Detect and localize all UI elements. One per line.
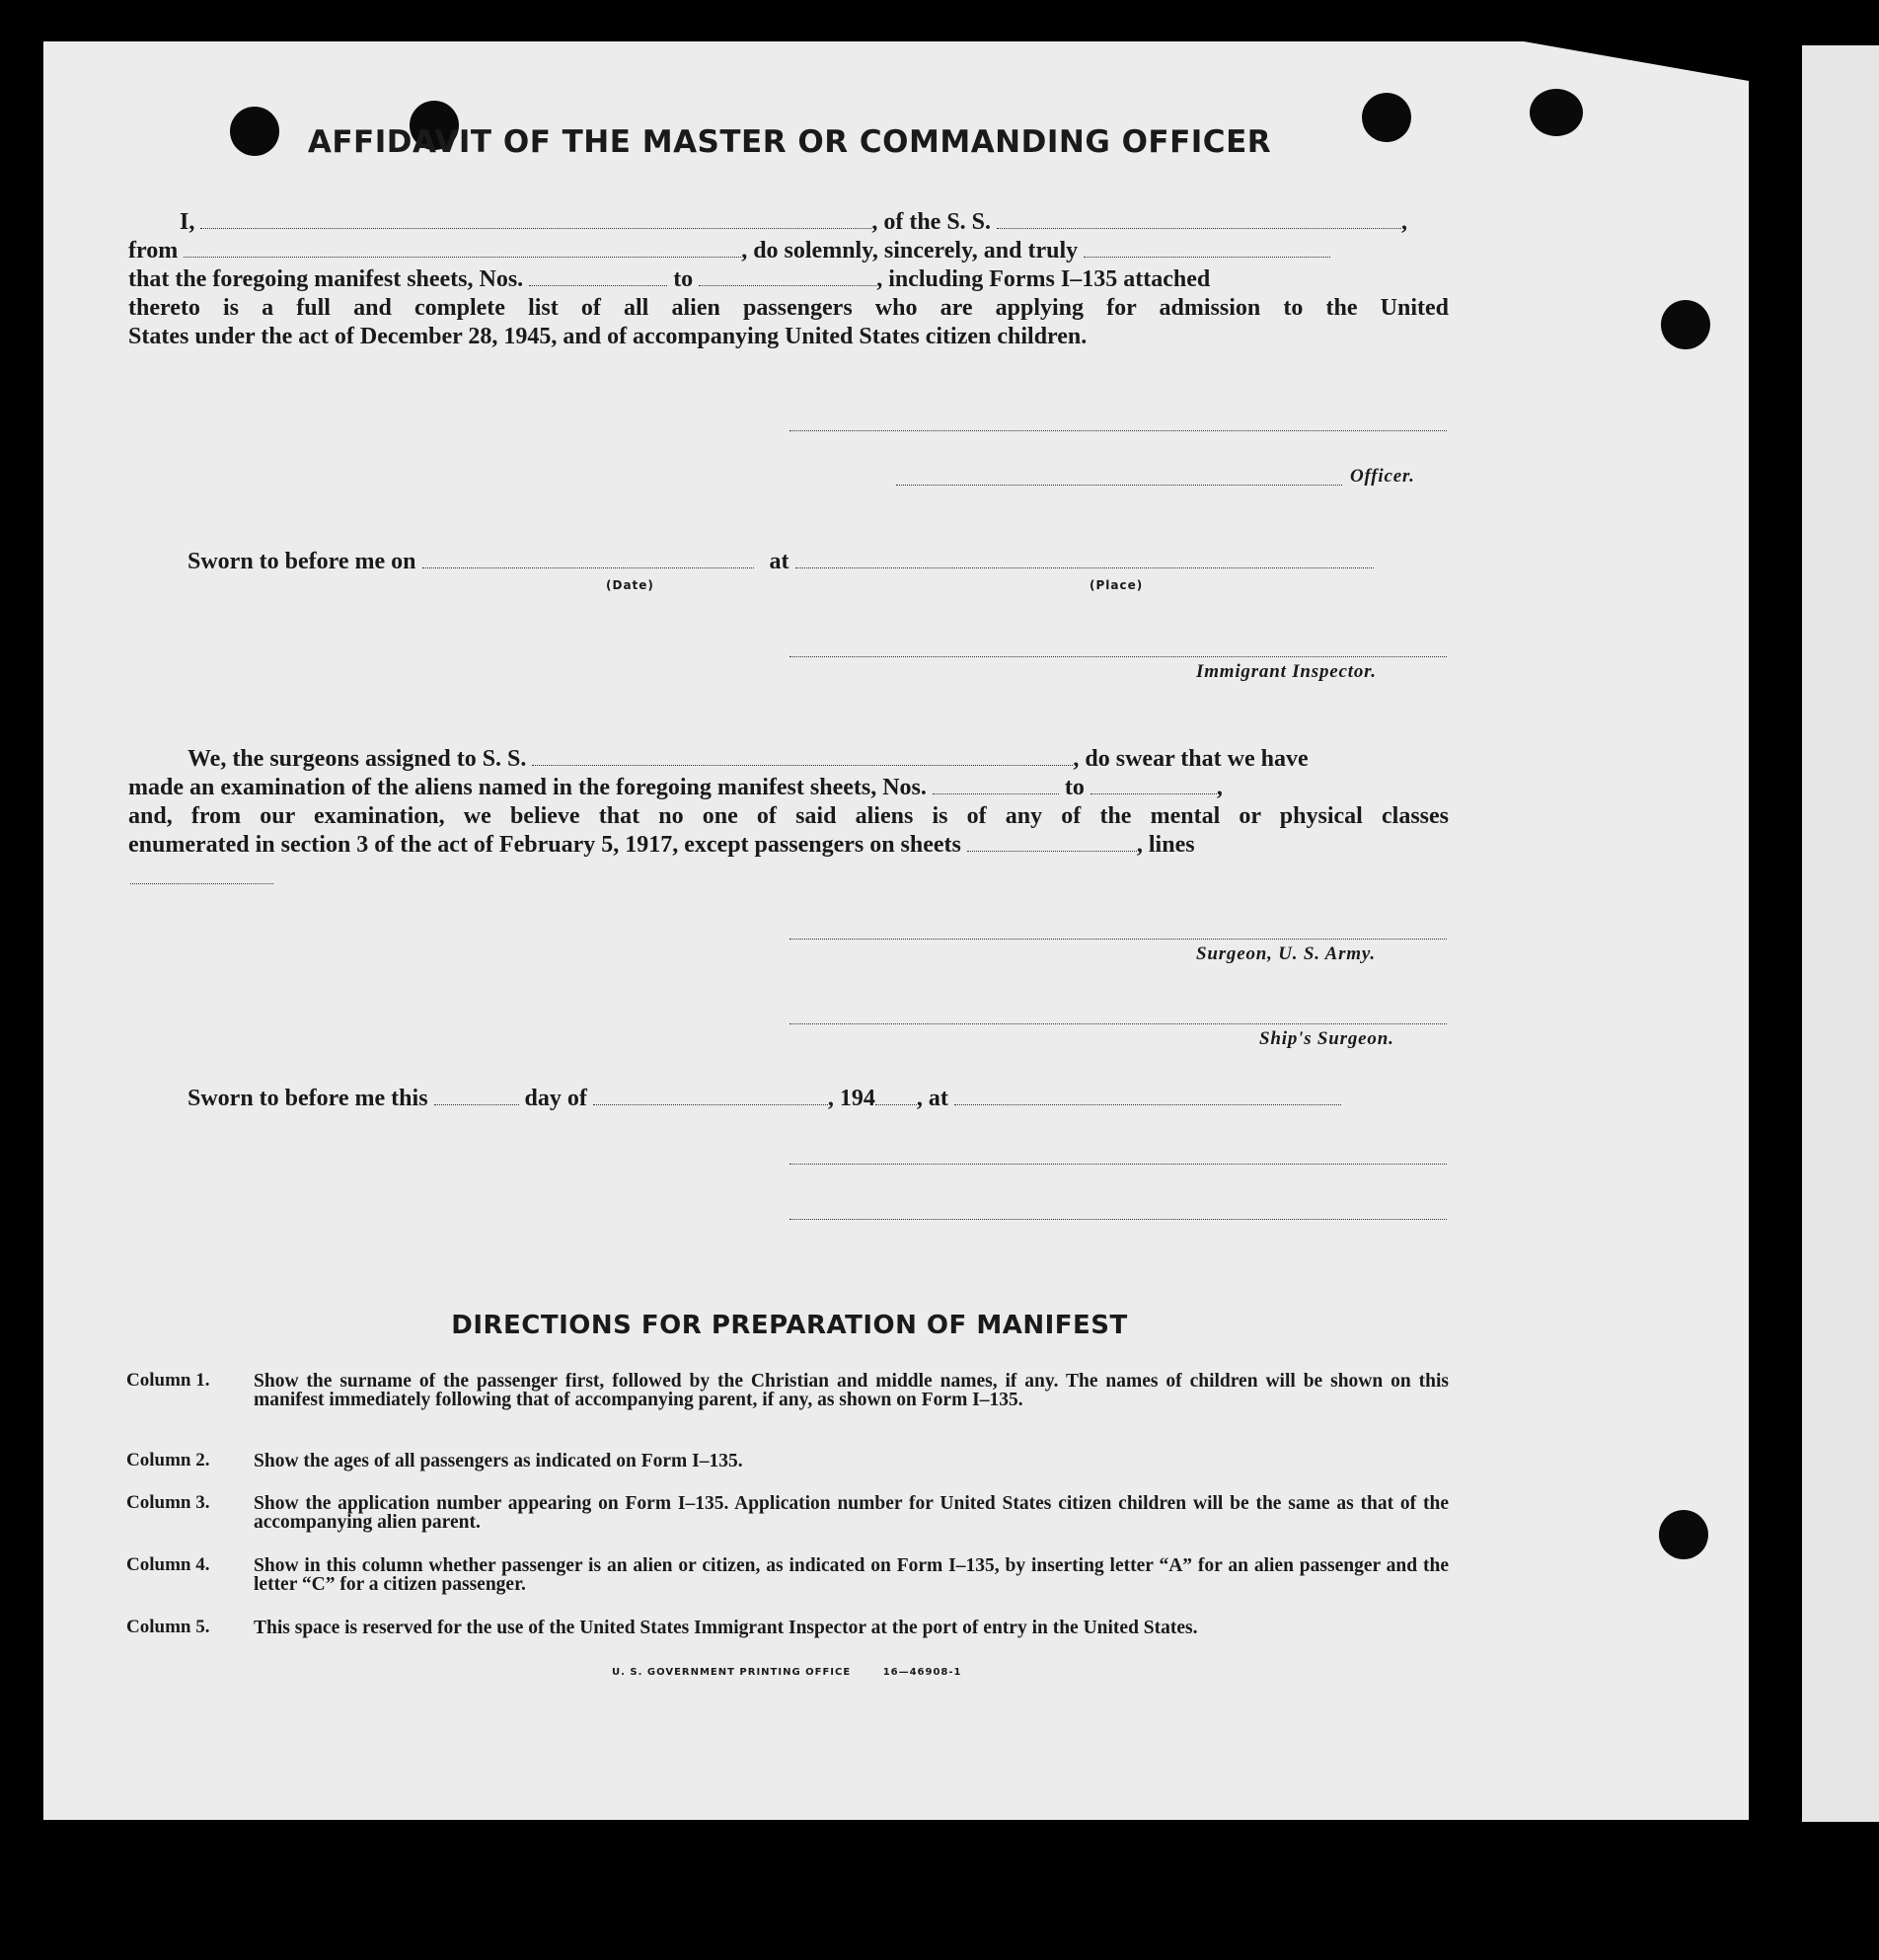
sheet-to-blank[interactable] <box>699 284 876 286</box>
ship-surgeon-caption: Ship's Surgeon. <box>1259 1028 1394 1049</box>
affidavit-line-4: thereto is a full and complete list of all alien passengers who are applying for admission to the United <box>128 295 1449 321</box>
directions-title: DIRECTIONS FOR PREPARATION OF MANIFEST <box>451 1311 1128 1340</box>
adjacent-page-edge <box>1802 45 1879 1822</box>
surgeons-line-2: made an examination of the aliens named in the foregoing manifest sheets, Nos. to , <box>128 775 1223 800</box>
name-blank[interactable] <box>200 227 871 229</box>
column-3-label: Column 3. <box>126 1492 210 1513</box>
surgeons-line-3: and, from our examination, we believe that no one of said aliens is of any of the mental or physical classes <box>128 803 1449 829</box>
column-4-text: Show in this column whether passenger is an alien or citizen, as indicated on Form I–135, by inserting letter “A” for an alien passenger and the letter “C” for a citizen passenger. <box>254 1555 1449 1595</box>
sworn-line-2: Sworn to before me this day of , 194 , at <box>128 1086 1449 1112</box>
place-blank[interactable] <box>795 566 1374 568</box>
column-1-label: Column 1. <box>126 1370 210 1391</box>
column-2-label: Column 2. <box>126 1450 210 1470</box>
ship-name-blank[interactable] <box>997 227 1401 229</box>
column-2-text: Show the ages of all passengers as indicated on Form I–135. <box>254 1451 743 1471</box>
surgeon-ship-blank[interactable] <box>532 764 1073 766</box>
officer-signature-line[interactable] <box>789 429 1447 431</box>
column-4-label: Column 4. <box>126 1554 210 1575</box>
month-blank[interactable] <box>593 1103 828 1105</box>
place-caption: (Place) <box>1090 578 1144 592</box>
printer-footer: U. S. GOVERNMENT PRINTING OFFICE 16—46908-1 <box>612 1667 962 1678</box>
officer-title-line-2[interactable] <box>789 1218 1447 1220</box>
date-blank[interactable] <box>422 566 754 568</box>
surgeons-line-4: enumerated in section 3 of the act of February 5, 1917, except passengers on sheets , lines <box>128 832 1195 858</box>
column-1-text: Show the surname of the passenger first, followed by the Christian and middle names, if any. The names of children will be shown on this manifest immediately following that of accompanying parent, if any, as shown on Form I–135. <box>254 1371 1449 1410</box>
affidavit-title: AFFIDAVIT OF THE MASTER OR COMMANDING OFFICER <box>307 124 1272 160</box>
oath-blank[interactable] <box>1084 256 1330 258</box>
affidavit-line-2: from , do solemnly, sincerely, and truly <box>128 238 1449 264</box>
from-blank[interactable] <box>184 256 741 258</box>
surgeon-sheet-to-blank[interactable] <box>1090 792 1217 794</box>
year-blank[interactable] <box>875 1103 917 1105</box>
affidavit-line-1: I, , of the S. S. , <box>180 209 1408 235</box>
officer-name-line[interactable] <box>896 484 1342 486</box>
day-blank[interactable] <box>434 1103 519 1105</box>
officer-signature-line-2[interactable] <box>789 1163 1447 1165</box>
army-surgeon-caption: Surgeon, U. S. Army. <box>1196 943 1376 964</box>
sworn-line-1: Sworn to before me on at <box>128 549 1449 575</box>
column-5-text: This space is reserved for the use of the United States Immigrant Inspector at the port of entry in the United States. <box>254 1618 1198 1638</box>
officer-caption: Officer. <box>1350 466 1415 487</box>
column-5-label: Column 5. <box>126 1617 210 1637</box>
column-3-text: Show the application number appearing on Form I–135. Application number for United States citizen children will be the same as that of the accompanying alien parent. <box>254 1493 1449 1533</box>
date-caption: (Date) <box>606 578 654 592</box>
sheets-blank[interactable] <box>967 850 1137 852</box>
place-blank-2[interactable] <box>954 1103 1341 1105</box>
surgeon-sheet-from-blank[interactable] <box>933 792 1059 794</box>
surgeons-line-1: We, the surgeons assigned to S. S. , do swear that we have <box>188 746 1309 772</box>
lines-blank[interactable] <box>130 882 273 884</box>
punch-hole-icon <box>1659 1510 1708 1559</box>
inspector-signature-line[interactable] <box>789 655 1447 657</box>
sheet-from-blank[interactable] <box>529 284 667 286</box>
affidavit-line-5: States under the act of December 28, 1945, and of accompanying United States citizen children. <box>128 324 1088 349</box>
ship-surgeon-signature-line[interactable] <box>789 1022 1447 1024</box>
inspector-caption: Immigrant Inspector. <box>1196 661 1377 682</box>
affidavit-line-3: that the foregoing manifest sheets, Nos. to , including Forms I–135 attached <box>128 266 1211 292</box>
punch-hole-icon <box>1661 300 1710 349</box>
army-surgeon-signature-line[interactable] <box>789 938 1447 940</box>
